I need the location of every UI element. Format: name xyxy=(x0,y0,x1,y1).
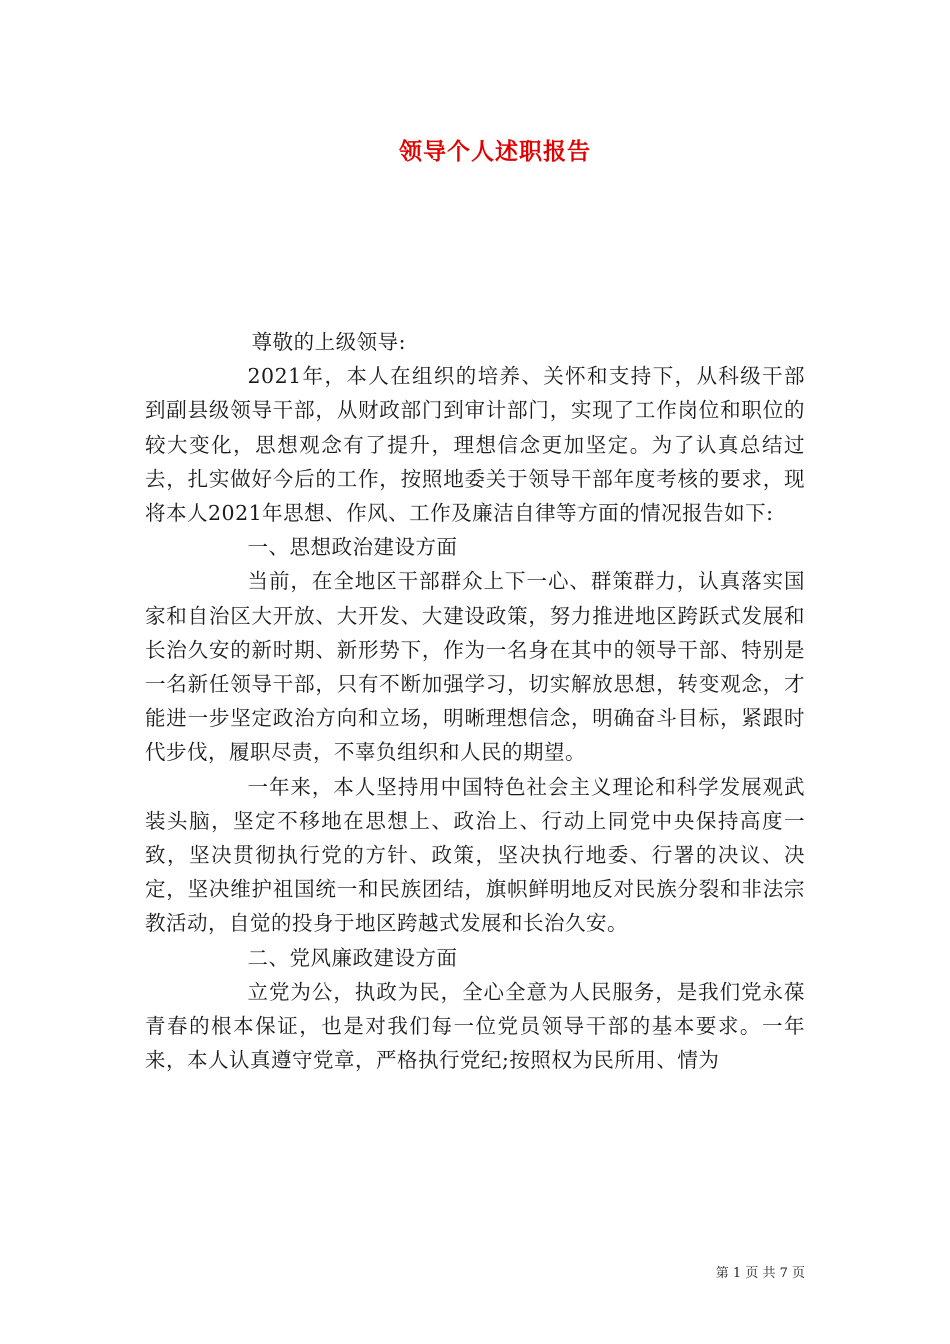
section-heading-2: 二、党风廉政建设方面 xyxy=(247,945,458,970)
section-heading-1: 一、思想政治建设方面 xyxy=(247,535,458,560)
paragraph-section1-b: 一年来，本人坚持用中国特色社会主义理论和科学发展观武装头脑，坚定不移地在思想上、政治上、行动上同党中央保持高度一致，坚决贯彻执行党的方针、政策，坚决执行地委、行署的决议、决定，坚决维护祖国统一和民族团结，旗帜鲜明地反对民族分裂和非法宗教活动，自觉的投身于地区跨越式发展和长治久安。 xyxy=(145,774,805,936)
document-body xyxy=(145,325,805,1077)
paragraph-section1-a: 当前，在全地区干部群众上下一心、群策群力，认真落实国家和自治区大开放、大开发、大建设政策，努力推进地区跨跃式发展和长治久安的新时期、新形势下，作为一名身在其中的领导干部、特别是一名新任领导干部，只有不断加强学习，切实解放思想，转变观念，才能进一步坚定政治方向和立场，明晰理想信念，明确奋斗目标，紧跟时代步伐，履职尽责，不辜负组织和人民的期望。 xyxy=(145,569,805,765)
paragraph-intro: 2021年，本人在组织的培养、关怀和支持下，从科级干部到副县级领导干部，从财政部门到审计部门，实现了工作岗位和职位的较大变化，思想观念有了提升，理想信念更加坚定。为了认真总结过去，扎实做好今后的工作，按照地委关于领导干部年度考核的要求，现将本人2021年思想、作风、工作及廉洁自律等方面的情况报告如下: xyxy=(145,364,805,526)
document-title: 领导个人述职报告 xyxy=(399,138,591,165)
salutation: 尊敬的上级领导: xyxy=(251,330,407,354)
page-number: 第 1 页 共 7 页 xyxy=(715,1266,805,1281)
paragraph-section2-a: 立党为公，执政为民，全心全意为人民服务，是我们党永葆青春的根本保证，也是对我们每一位党员领导干部的基本要求。一年来，本人认真遵守党章，严格执行党纪;按照权为民所用、情为 xyxy=(145,979,805,1073)
